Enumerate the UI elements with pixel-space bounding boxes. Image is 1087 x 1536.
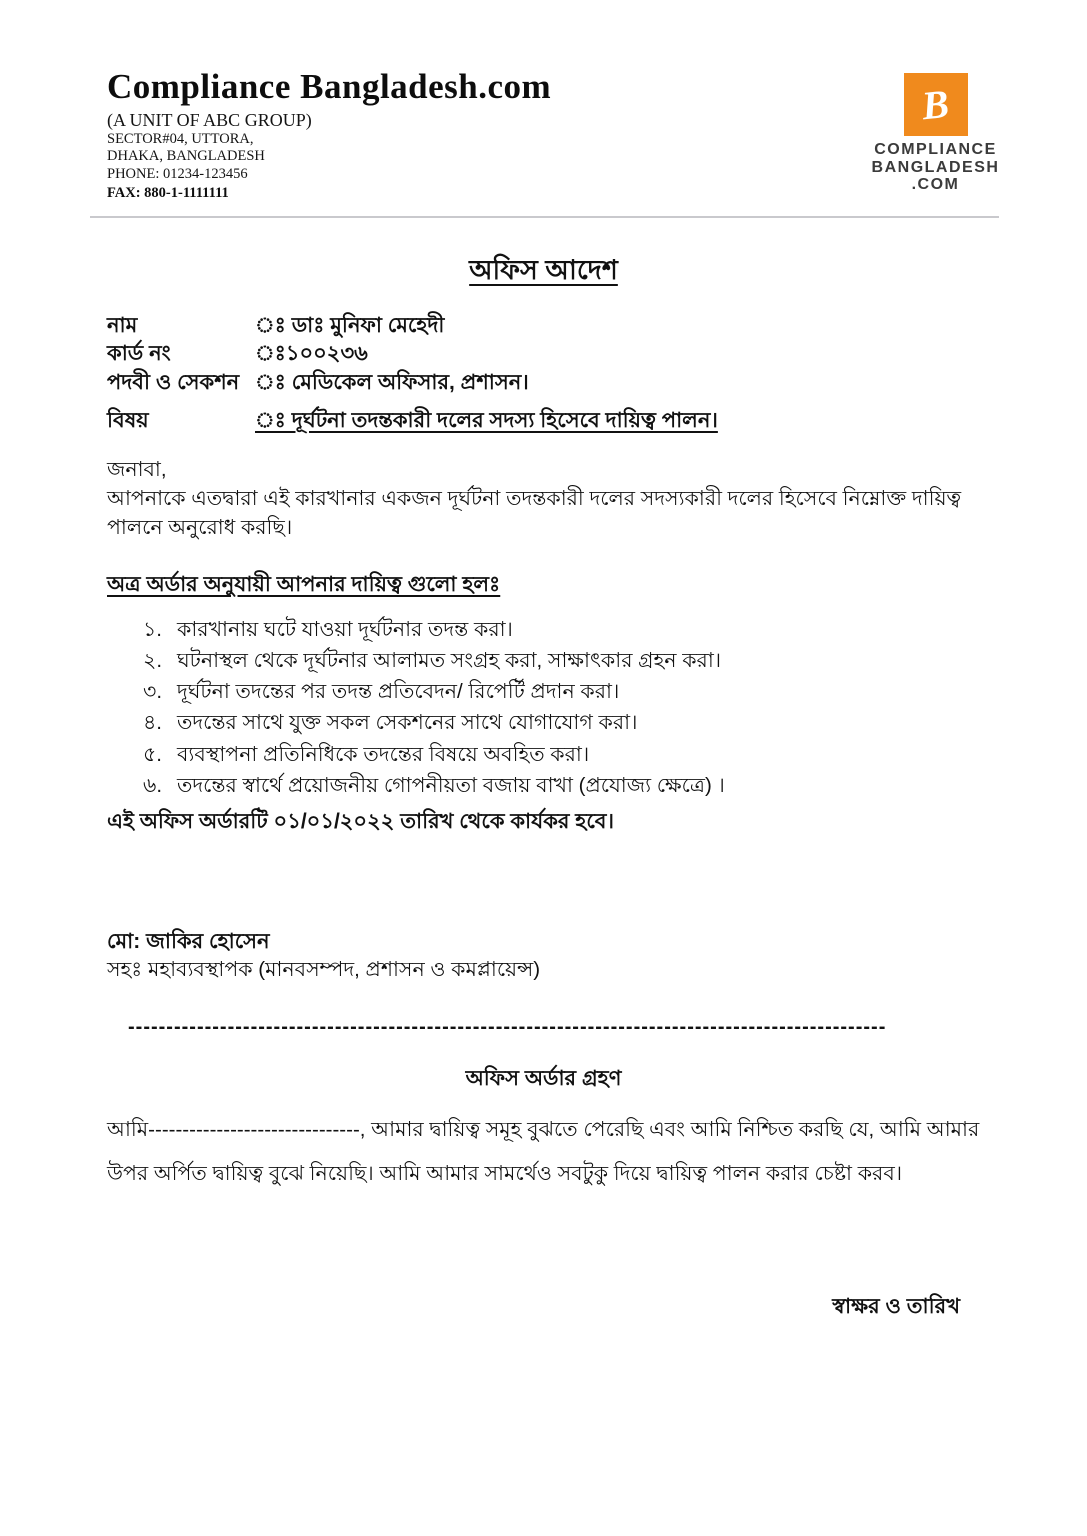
duties-list [143,614,992,801]
logo-wordmark [798,141,1073,194]
field-row-card-no [107,340,1002,368]
company-unit-line: (A UNIT OF ABC GROUP) [107,109,312,130]
field-row-designation [107,369,1002,397]
logo-wordmark-line-1: COMPLIANCE [874,141,997,158]
duty-number-2: ২. [143,649,163,673]
duty-number-5: ৫. [143,742,162,766]
fax-line: FAX: 880-1-1111111 [107,184,229,201]
duty-text-4: তদন্তের সাথে যুক্ত সকল সেকশনের সাথে যোগাযোগ করা। [177,711,638,735]
field-label-subject: বিষয় [107,409,149,433]
duty-text-3: দূর্ঘটনা তদন্তের পর তদন্ত প্রতিবেদন/ রিপের্টি প্রদান করা। [177,680,620,704]
duty-item-2 [143,645,992,676]
signatory-title: সহঃ মহাব্যবস্থাপক (মানবসম্পদ, প্রশাসন ও কমপ্লায়েন্স) [107,958,541,982]
duty-number-6: ৬. [143,773,163,797]
duty-item-5 [143,739,992,770]
recipient-fields [107,312,1002,435]
field-row-name [107,312,1002,340]
field-value-card-no: ঃ১০০২৩৬ [255,342,368,366]
company-name: Compliance Bangladesh.com [107,67,552,106]
duty-number-3: ৩. [143,680,163,704]
acceptance-paragraph: আমি-------------------------------, আমার দ্বায়িত্ব সমূহ বুঝতে পেরেছি এবং আমি নিশ্চিত করছি যে, আমি আমার উপর অর্পিত দ্বায়িত্ব বুঝে নিয়েছি। আমি আমার সামর্থেও সবটুকু দিয়ে দ্বায়িত্ব পালন করার চেষ্টা করব। [107,1118,980,1186]
signatory-block [107,928,540,984]
logo-square [904,73,968,136]
duty-text-5: ব্যবস্থাপনা প্রতিনিধিকে তদন্তের বিষয়ে অবহিত করা। [177,742,590,766]
salutation: জনাবা, [107,458,167,481]
company-logo [798,73,1073,194]
duty-item-4 [143,707,992,738]
field-row-subject [107,407,1002,435]
field-value-subject: ঃ দূর্ঘটনা তদন্তকারী দলের সদস্য হিসেবে দায়িত্ব পালন। [255,409,718,433]
acceptance-heading: অফিস অর্ডার গ্রহণ [465,1067,622,1090]
logo-b-monogram-icon: B [919,80,952,129]
signatory-name: মো: জাকির হোসেন [107,930,270,953]
address-line-2: DHAKA, BANGLADESH [107,148,265,165]
duty-item-6 [143,770,992,801]
header-divider [90,216,999,218]
logo-wordmark-line-3: .COM [911,176,960,194]
field-label-card-no: কার্ড নং [107,342,171,366]
duty-text-1: কারখানায় ঘটে যাওয়া দূর্ঘটনার তদন্ত করা। [177,618,513,641]
intro-section [107,455,992,542]
address-line-1: SECTOR#04, UTTORA, [107,130,254,147]
signature-date-label: স্বাক্ষর ও তারিখ [832,1295,960,1318]
duty-item-3 [143,676,992,707]
logo-wordmark-line-2: BANGLADESH [871,158,1000,176]
dashed-divider: --------------------------------------------------------------------------------------------------- [128,1016,887,1038]
intro-paragraph: আপনাকে এতদ্বারা এই কারখানার একজন দূর্ঘটনা তদন্তকারী দলের সদস্যকারী দলের হিসেবে নিম্নোক্ত দায়িত্ব পালনে অনুরোধ করছি। [107,487,962,540]
duty-number-1: ১. [143,618,162,641]
field-value-designation: ঃ মেডিকেল অফিসার, প্রশাসন। [255,370,529,394]
duty-number-4: ৪. [143,711,162,735]
duty-item-1 [143,614,992,645]
document-title: অফিস আদেশ [469,255,618,285]
field-value-name: ঃ ডাঃ মুনিফা মেহেদী [255,314,445,337]
address-line-3: PHONE: 01234-123456 [107,166,248,183]
field-label-designation: পদবী ও সেকশন [107,370,240,394]
field-label-name: নাম [107,314,138,337]
duty-text-6: তদন্তের স্বার্থে প্রয়োজনীয় গোপনীয়তা বজায় বাখা (প্রযোজ্য ক্ষেত্রে) । [177,773,725,797]
effective-date-line: এই অফিস অর্ডারটি ০১/০১/২০২২ তারিখ থেকে কার্যকর হবে। [107,810,614,833]
duties-heading: অত্র অর্ডার অনুযায়ী আপনার দায়িত্ব গুলো হলঃ [107,573,501,596]
duty-text-2: ঘটনাস্থল থেকে দূর্ঘটনার আলামত সংগ্রহ করা, সাক্ষাৎকার গ্রহন করা। [177,649,722,673]
